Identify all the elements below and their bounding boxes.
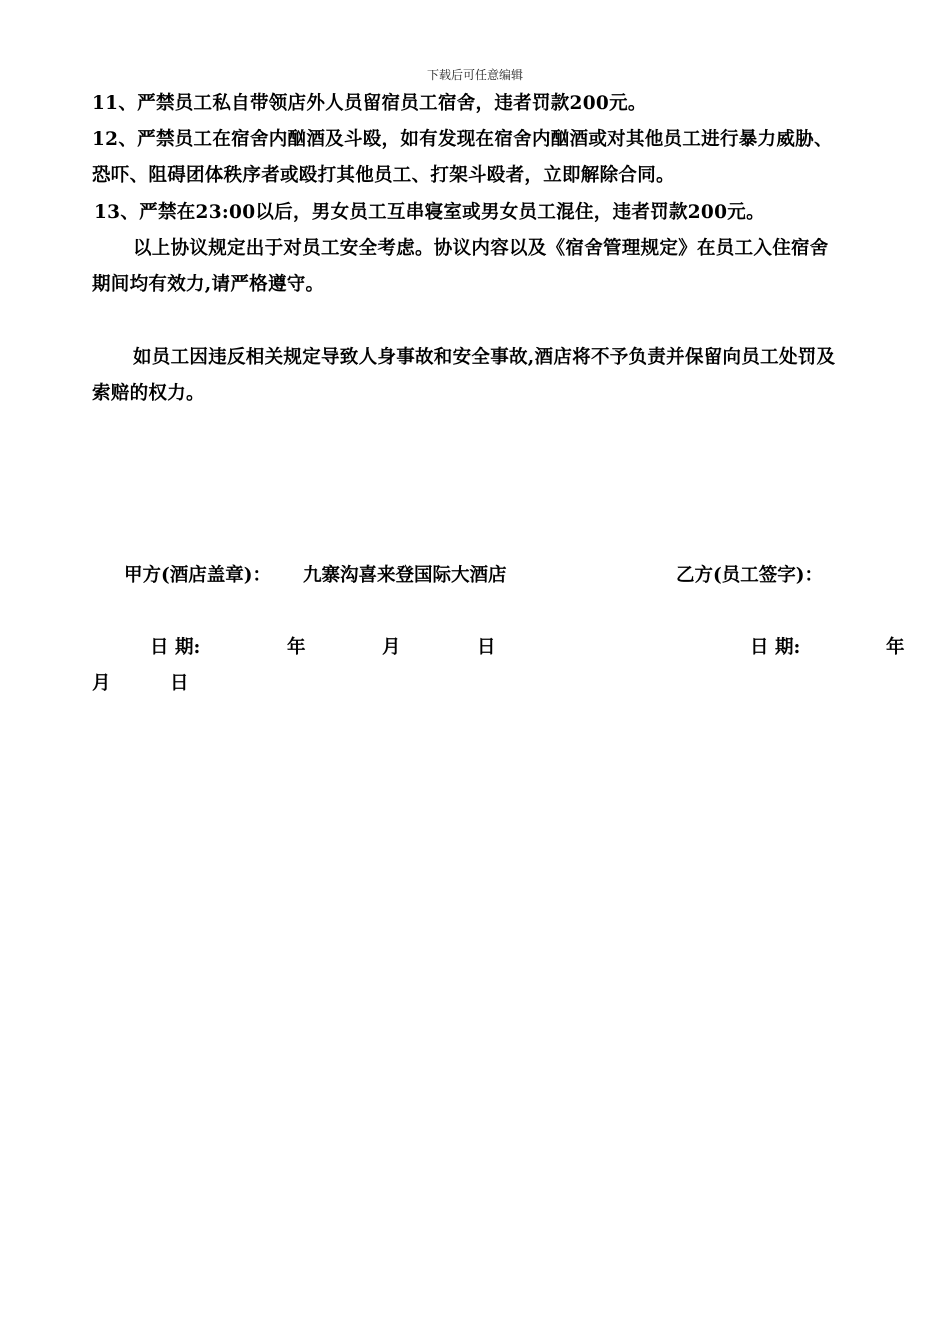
party-a-label: 甲方(酒店盖章)： <box>124 565 272 586</box>
rule-13: 13、严禁在23:00以后，男女员工互串寝室或男女员工混住，违者罚款200元。 <box>94 202 765 223</box>
date-month-party-a: 月 <box>382 637 401 658</box>
paragraph-2-line-2: 索赔的权力。 <box>92 383 205 404</box>
rule-11: 11、严禁员工私自带领店外人员留宿员工宿舍，违者罚款200元。 <box>92 93 647 114</box>
rule-12-line-2: 恐吓、阻碍团体秩序者或殴打其他员工、打架斗殴者，立即解除合同。 <box>92 165 675 186</box>
party-b-label: 乙方(员工签字)： <box>676 565 824 586</box>
rule-12-line-1: 12、严禁员工在宿舍内酗酒及斗殴，如有发现在宿舍内酗酒或对其他员工进行暴力威胁、 <box>92 129 833 150</box>
date-label-party-a: 日 期: <box>150 637 201 658</box>
date-year-party-b: 年 <box>886 637 905 658</box>
date-month-party-b: 月 <box>92 673 111 694</box>
date-day-party-a: 日 <box>477 637 496 658</box>
paragraph-1-line-1: 以上协议规定出于对员工安全考虑。协议内容以及《宿舍管理规定》在员工入住宿舍 <box>133 238 829 259</box>
paragraph-2-line-1: 如员工因违反相关规定导致人身事故和安全事故,酒店将不予负责并保留向员工处罚及 <box>133 347 836 368</box>
date-day-party-b: 日 <box>170 673 189 694</box>
party-a-name: 九寨沟喜来登国际大酒店 <box>303 565 507 586</box>
date-year-party-a: 年 <box>287 637 306 658</box>
header-note: 下载后可任意编辑 <box>426 68 523 82</box>
paragraph-1-line-2: 期间均有效力,请严格遵守。 <box>92 274 325 295</box>
date-label-party-b: 日 期: <box>750 637 801 658</box>
